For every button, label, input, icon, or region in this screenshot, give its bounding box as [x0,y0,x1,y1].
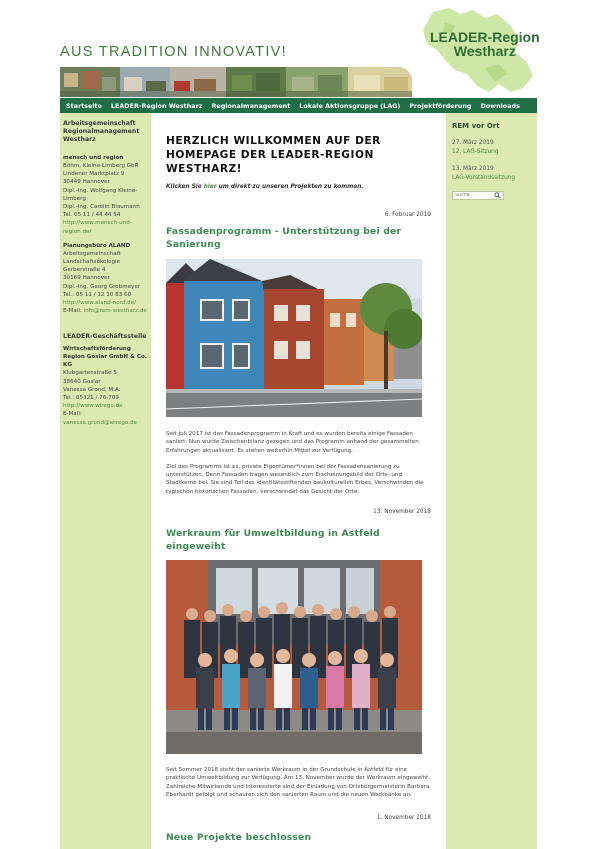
nav-startseite[interactable]: Startseite [66,101,102,110]
nav-regionalmanagement[interactable]: Regionalmanagement [211,101,291,110]
org1-name: mensch und region [63,155,124,161]
intro-text-post: um direkt zu unseren Projekten zu kommen. [216,184,364,190]
org1-line: Dipl.-Ing. Wolfgang Kleine- [63,187,138,194]
article-image-facades[interactable] [166,259,422,417]
org1-line: Tel. 05 11 / 44 44 54 [63,212,121,219]
org2-name: Planungsbüro ALAND [63,242,131,249]
office-line: Klubgartenstraße 5 [63,370,117,377]
intro-text [166,184,431,190]
org2-line: Tel.: 05 11 / 12 10 83 60 [63,291,132,298]
search-icon[interactable] [494,192,501,199]
event-link[interactable]: LAG-Vorstandssitzung [452,175,516,181]
org2-email-link[interactable]: info@rem-westharz.de [83,308,147,315]
nav-leader-region[interactable]: LEADER-Region Westharz [110,101,203,110]
nav-lag[interactable]: Lokale Aktionsgruppe (LAG) [299,101,401,110]
article-paragraph: Seit Sommer 2018 steht der sanierte Werkraum in der Grundschule in Astfeld für eine praktische Umweltbildung zur Verfügung. Am 13. November wurde der Werkraum eingeweiht. Zahlreiche Mitwirkende und Interessierte sind der Einladung von Ortsbürgermeisterin Barbara Eberhardt gefolgt und schauten sich den sanierten Raum und die neuen Werkbänke an. [166,767,430,798]
welcome-heading: HERZLICH WILLKOMMEN AUF DER HOMEPAGE DER LEADER-REGION WESTHARZ! [166,135,381,175]
office-email-link[interactable]: vanessa.grond@wirego.de [63,419,137,426]
left-sidebar-heading: Arbeitsgemeinschaft Regionalmanagement Westharz [63,120,140,143]
main-navigation [60,98,537,113]
event-date: 13. März 2019 [452,166,494,172]
office-line: 38640 Goslar [63,378,101,385]
org1-line: Böhm, Kleine-Limberg GbR [63,163,139,169]
org2-line: Landschaftsökologie [63,259,120,266]
right-sidebar [446,113,537,849]
article-paragraph: Seit Juli 2017 ist das Fassadenprogramm in Kraft und es wurden bereits einige Fassaden saniert. Nun wurde Zwischenbilanz gezogen und das Programm anhand der gesammelten Erfahrungen aktualisiert. Es stehen weiterhin Mittel zur Verfügung. [166,431,419,454]
article-paragraph: Ziel des Programms ist es, private Eigentümer*innen bei der Fassadensanierung zu unterstützen. Denn Fassaden tragen wesentlich zum Erscheinungsbild der Orts- und Stadtkerne bei. Sie sind Teil des identitätsstiftenden baukulturellen Erbes. Verschwinden die typischen historischen Fassaden, verschwindet das Gesicht der Orte. [166,463,424,495]
logo-line-1: LEADER-Region [430,29,540,45]
org1-line: Limberg [63,195,86,202]
nav-downloads[interactable]: Downloads [480,101,520,110]
search-input[interactable] [455,193,493,198]
event-date: 27. März 2019 [452,140,494,146]
article-date: 6. Februar 2019 [384,212,431,218]
article-image-group-photo[interactable] [166,560,422,754]
org2-line: Arbeitsgemeinschaft [63,250,121,257]
org2-email-row [63,307,149,315]
org1-website-link[interactable]: http://www.mensch-und-region.de/ [63,220,132,235]
logo-line-2: Westharz [453,43,516,59]
org2-website-link[interactable]: http://www.aland-nord.de/ [63,300,137,307]
rem-vor-ort-heading: REM vor Ort [452,122,500,130]
office-email-label: E-Mail: [63,411,82,418]
office-line: Tel.: 05321 / 76-709 [63,395,119,402]
intro-text-pre: Klicken Sie [166,184,204,190]
office-website-link[interactable]: http://www.wiregо.de [63,403,123,410]
nav-projektfoerderung[interactable]: Projektförderung [409,101,472,110]
left-sidebar [60,113,151,849]
org2-email-label: E-Mail: [63,308,82,315]
header-banner-image [60,67,412,97]
main-content [151,113,446,849]
org2-line: Dipl.-Ing. Georg Grobmeyer [63,283,141,290]
org1-line: Dipl.-Ing. Carolin Blaumann [63,204,140,211]
projects-link[interactable]: hier [203,184,217,190]
org1-line: Lindener Marktplatz 9 [63,171,125,178]
article-title-link[interactable]: Fassadenprogramm - Unterstützung bei der Sanierung [166,226,402,250]
site-tagline: AUS TRADITION INNOVATIV! [60,44,287,60]
article-title-link[interactable]: Neue Projekte beschlossen [166,832,312,844]
search-box [452,191,504,200]
article-date: 13. November 2018 [373,509,431,516]
event-link[interactable]: 12. LAG-Sitzung [452,149,499,155]
article-date: 1. November 2018 [376,815,431,822]
office-heading: LEADER-Geschäftsstelle [63,333,147,341]
site-logo[interactable] [430,30,540,58]
office-line: Vanessa Grond, M.A. [63,386,121,393]
org1-line: 30449 Hannover [63,179,110,186]
header [0,0,600,99]
org2-line: 30169 Hannover [63,275,110,282]
article-title-link[interactable]: Werkraum für Umweltbildung in Astfeld eingeweiht [166,528,380,553]
org2-line: Gerberstraße 4 [63,267,106,274]
office-name: Wirtschaftsförderung Region Goslar GmbH & Co. KG [63,346,147,369]
